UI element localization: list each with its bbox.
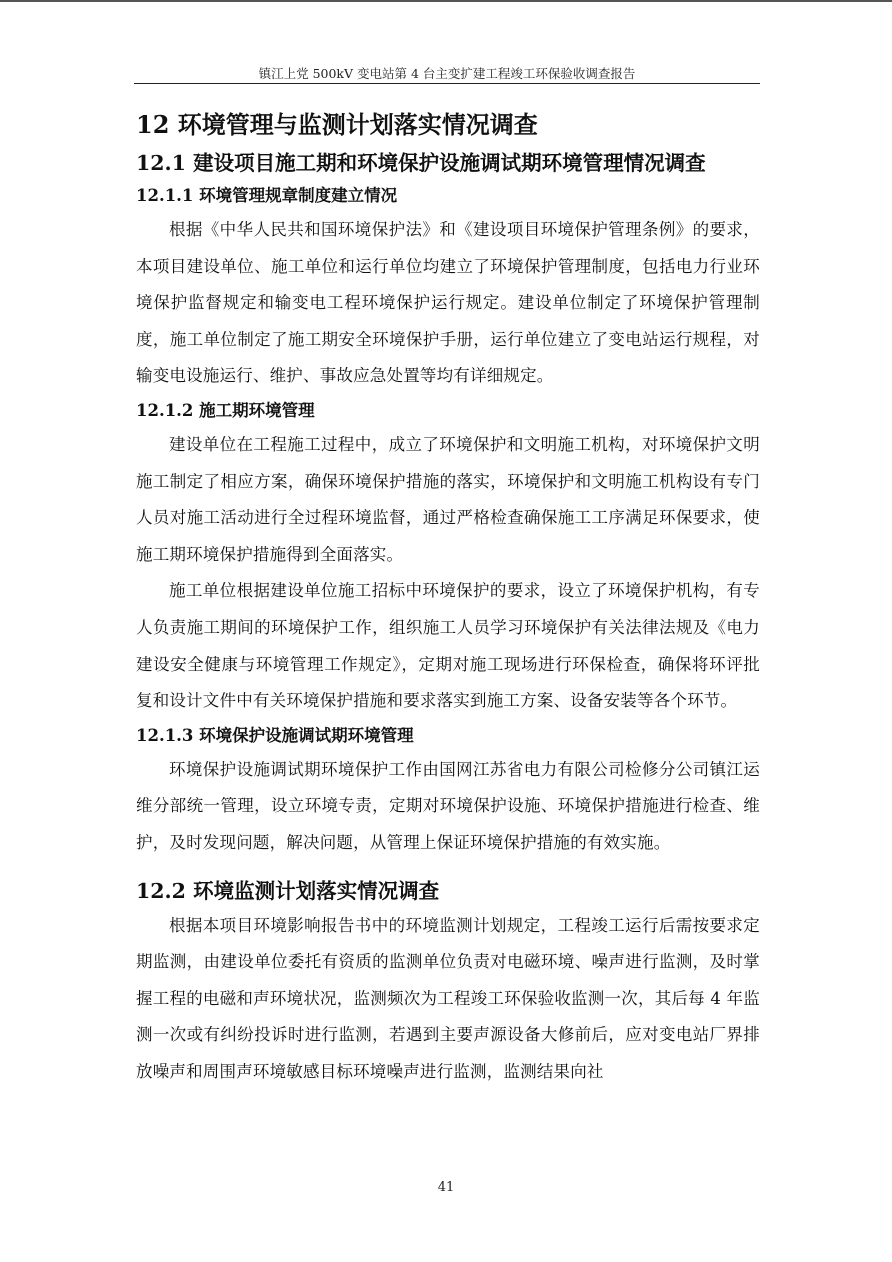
running-header: 镇江上党 500kV 变电站第 4 台主变扩建工程竣工环保验收调查报告 xyxy=(258,66,636,81)
page-top-border xyxy=(0,0,892,2)
page-number: 41 xyxy=(437,1180,455,1195)
section-title-12-1: 12.1 建设项目施工期和环境保护设施调试期环境管理情况调查 xyxy=(136,151,706,175)
paragraph: 根据本项目环境影响报告书中的环境监测计划规定，工程竣工运行后需按要求定期监测，由建设单位委托有资质的监测单位负责对电磁环境、噪声进行监测，及时掌握工程的电磁和声环境状况，监测频次为工程竣工环保验收监测一次，其后每 4 年监测一次或有纠纷投诉时进行监测，若遇到主要声源设备大修前后，应对变电站厂界排放噪声和周围声环境敏感目标环境噪声进行监测，监测结果向社 xyxy=(136,915,760,1081)
paragraph: 建设单位在工程施工过程中，成立了环境保护和文明施工机构，对环境保护文明施工制定了相应方案，确保环境保护措施的落实，环境保护和文明施工机构设有专门人员对施工活动进行全过程环境监督，通过严格检查确保施工工序满足环保要求，使施工期环境保护措施得到全面落实。 xyxy=(136,434,760,564)
chapter-title: 12 环境管理与监测计划落实情况调查 xyxy=(136,110,538,139)
page-body xyxy=(136,106,760,1090)
subsection-title-12-1-3: 12.1.3 环境保护设施调试期环境管理 xyxy=(136,725,414,745)
paragraph: 环境保护设施调试期环境保护工作由国网江苏省电力有限公司检修分公司镇江运维分部统一管理，设立环境专责，定期对环境保护设施、环境保护措施进行检查、维护，及时发现问题，解决问题，从管理上保证环境保护措施的有效实施。 xyxy=(136,759,760,852)
header-divider xyxy=(134,83,760,84)
section-title-12-2: 12.2 环境监测计划落实情况调查 xyxy=(136,878,440,903)
subsection-title-12-1-1: 12.1.1 环境管理规章制度建立情况 xyxy=(136,186,398,205)
paragraph: 施工单位根据建设单位施工招标中环境保护的要求，设立了环境保护机构，有专人负责施工期间的环境保护工作，组织施工人员学习环境保护有关法律法规及《电力建设安全健康与环境管理工作规定》，定期对施工现场进行环保检查，确保将环评批复和设计文件中有关环境保护措施和要求落实到施工方案、设备安装等各个环节。 xyxy=(136,581,760,711)
paragraph: 根据《中华人民共和国环境保护法》和《建设项目环境保护管理条例》的要求，本项目建设单位、施工单位和运行单位均建立了环境保护管理制度，包括电力行业环境保护监督规定和输变电工程环境保护运行规定。建设单位制定了环境保护管理制度，施工单位制定了施工期安全环境保护手册，运行单位建立了变电站运行规程，对输变电设施运行、维护、事故应急处置等均有详细规定。 xyxy=(136,220,760,386)
subsection-title-12-1-2: 12.1.2 施工期环境管理 xyxy=(136,400,315,420)
